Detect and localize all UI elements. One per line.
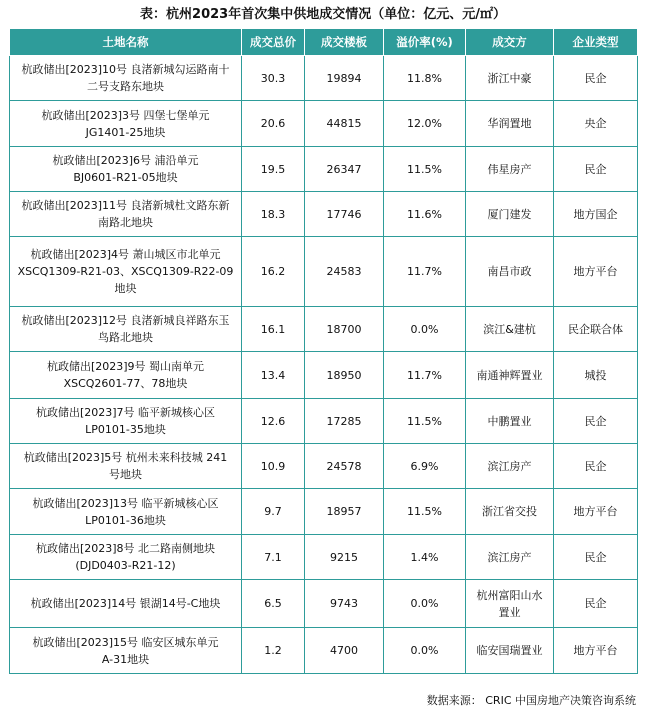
cell-land-name — [10, 628, 242, 674]
cell-floor-price: 4700 — [305, 628, 384, 674]
cell-land-name-line: 鸟路北地块 — [98, 331, 153, 344]
cell-premium-rate: 11.5% — [384, 399, 466, 444]
cell-total-price: 19.5 — [242, 147, 305, 192]
cell-buyer-line: 滨江房产 — [487, 459, 532, 473]
cell-company-type: 地方平台 — [554, 237, 638, 307]
cell-buyer — [466, 535, 554, 580]
table-header-row — [10, 29, 638, 56]
cell-company-type: 地方平台 — [554, 628, 638, 674]
cell-floor-price: 17285 — [305, 399, 384, 444]
table-row — [10, 192, 638, 237]
cell-buyer — [466, 352, 554, 399]
cell-total-price: 16.2 — [242, 237, 305, 307]
cell-land-name-line: 杭政储出[2023]14号 银湖14号-C地块 — [30, 597, 221, 610]
cell-total-price: 9.7 — [242, 489, 305, 535]
header-company-type: 企业类型 — [554, 29, 638, 56]
cell-premium-rate: 11.8% — [384, 56, 466, 101]
cell-buyer-line: 南通神辉置业 — [476, 368, 543, 382]
page-title: 表：杭州2023年首次集中供地成交情况（单位：亿元、元/㎡） — [140, 7, 506, 22]
cell-company-type: 民企 — [554, 580, 638, 628]
cell-land-name-line: 杭政储出[2023]9号 蜀山南单元 — [46, 360, 205, 373]
cell-total-price: 10.9 — [242, 444, 305, 489]
table-row — [10, 444, 638, 489]
cell-floor-price: 17746 — [305, 192, 384, 237]
cell-premium-rate: 0.0% — [384, 580, 466, 628]
cell-company-type: 民企 — [554, 535, 638, 580]
header-premium-rate: 溢价率(%) — [384, 29, 466, 56]
cell-buyer-line: 置业 — [498, 605, 521, 619]
cell-land-name — [10, 101, 242, 147]
cell-land-name — [10, 535, 242, 580]
cell-land-name-line: 杭政储出[2023]15号 临安区城东单元 — [32, 635, 219, 649]
cell-land-name — [10, 352, 242, 399]
cell-floor-price: 9743 — [305, 580, 384, 628]
data-source-note: 数据来源： CRIC 中国房地产决策咨询系统 — [426, 694, 636, 707]
cell-premium-rate: 6.9% — [384, 444, 466, 489]
table-row — [10, 352, 638, 399]
cell-land-name-line: BJ0601-R21-05地块 — [73, 171, 178, 184]
cell-floor-price: 18957 — [305, 489, 384, 535]
cell-floor-price: 18700 — [305, 307, 384, 352]
table-row — [10, 56, 638, 101]
table-row — [10, 147, 638, 192]
cell-company-type: 地方平台 — [554, 489, 638, 535]
cell-land-name — [10, 147, 242, 192]
cell-total-price: 12.6 — [242, 399, 305, 444]
table-row — [10, 535, 638, 580]
cell-land-name-line: 杭政储出[2023]11号 良渚新城杜文路东新 — [21, 199, 230, 212]
cell-floor-price: 9215 — [305, 535, 384, 580]
cell-land-name — [10, 192, 242, 237]
cell-land-name-line: 杭政储出[2023]4号 萧山城区市北单元 — [30, 248, 221, 261]
cell-total-price: 1.2 — [242, 628, 305, 674]
cell-land-name-line: 杭政储出[2023]12号 良渚新城良祥路东玉 — [21, 314, 230, 327]
cell-buyer-line: 厦门建发 — [487, 207, 532, 221]
header-floor-price: 成交楼板 — [305, 29, 384, 56]
cell-premium-rate: 0.0% — [384, 307, 466, 352]
cell-land-name-line: 二号支路东地块 — [87, 80, 164, 93]
cell-floor-price: 19894 — [305, 56, 384, 101]
table-body — [10, 56, 638, 674]
cell-total-price: 6.5 — [242, 580, 305, 628]
cell-company-type: 央企 — [554, 101, 638, 147]
cell-buyer-line: 浙江省交投 — [482, 505, 537, 518]
header-land-name: 土地名称 — [10, 29, 242, 56]
header-total-price: 成交总价 — [242, 29, 305, 56]
cell-buyer — [466, 237, 554, 307]
table-row — [10, 237, 638, 307]
cell-land-name-line: 杭政储出[2023]8号 北二路南侧地块 — [35, 542, 216, 555]
cell-buyer-line: 浙江中豪 — [487, 71, 532, 85]
cell-buyer — [466, 101, 554, 147]
cell-company-type: 城投 — [554, 352, 638, 399]
cell-premium-rate: 11.7% — [384, 352, 466, 399]
cell-land-name-line: 杭政储出[2023]6号 浦沿单元 — [52, 154, 199, 167]
cell-premium-rate: 12.0% — [384, 101, 466, 147]
table-row — [10, 489, 638, 535]
cell-buyer-line: 滨江房产 — [487, 550, 532, 564]
cell-buyer-line: 滨江&建杭 — [483, 322, 536, 336]
cell-buyer-line: 临安国瑞置业 — [476, 644, 543, 657]
cell-company-type: 民企 — [554, 56, 638, 101]
cell-land-name — [10, 399, 242, 444]
cell-land-name-line: 杭政储出[2023]7号 临平新城核心区 — [35, 406, 216, 419]
cell-buyer — [466, 147, 554, 192]
cell-land-name — [10, 307, 242, 352]
cell-land-name-line: LP0101-35地块 — [85, 423, 166, 436]
cell-buyer — [466, 399, 554, 444]
cell-total-price: 18.3 — [242, 192, 305, 237]
cell-land-name-line: 杭政储出[2023]5号 杭州未来科技城 241 — [23, 451, 228, 464]
cell-land-name-line: LP0101-36地块 — [85, 513, 166, 527]
cell-land-name — [10, 237, 242, 307]
table-row — [10, 307, 638, 352]
cell-company-type: 民企 — [554, 444, 638, 489]
cell-premium-rate: 1.4% — [384, 535, 466, 580]
cell-land-name-line: 杭政储出[2023]10号 良渚新城勾运路南十 — [21, 63, 230, 76]
cell-buyer-line: 南昌市政 — [487, 265, 532, 278]
cell-premium-rate: 11.7% — [384, 237, 466, 307]
cell-land-name — [10, 444, 242, 489]
cell-buyer — [466, 489, 554, 535]
cell-floor-price: 44815 — [305, 101, 384, 147]
table-row — [10, 580, 638, 628]
cell-premium-rate: 0.0% — [384, 628, 466, 674]
cell-company-type: 地方国企 — [554, 192, 638, 237]
cell-buyer — [466, 444, 554, 489]
cell-buyer — [466, 628, 554, 674]
cell-buyer-line: 伟星房产 — [487, 162, 532, 176]
land-transaction-table — [9, 28, 638, 674]
header-buyer: 成交方 — [466, 29, 554, 56]
cell-premium-rate: 11.5% — [384, 489, 466, 535]
cell-total-price: 16.1 — [242, 307, 305, 352]
table-row — [10, 399, 638, 444]
cell-land-name-line: 杭政储出[2023]13号 临平新城核心区 — [32, 496, 219, 510]
cell-land-name-line: XSCQ2601-77、78地块 — [63, 377, 188, 390]
cell-land-name — [10, 580, 242, 628]
cell-total-price: 30.3 — [242, 56, 305, 101]
cell-land-name — [10, 489, 242, 535]
cell-premium-rate: 11.5% — [384, 147, 466, 192]
cell-floor-price: 24583 — [305, 237, 384, 307]
cell-land-name-line: JG1401-25地块 — [85, 125, 166, 139]
cell-buyer — [466, 307, 554, 352]
cell-company-type: 民企联合体 — [554, 307, 638, 352]
cell-buyer — [466, 580, 554, 628]
cell-total-price: 20.6 — [242, 101, 305, 147]
cell-floor-price: 24578 — [305, 444, 384, 489]
cell-premium-rate: 11.6% — [384, 192, 466, 237]
cell-buyer — [466, 192, 554, 237]
cell-buyer-line: 中鹏置业 — [487, 414, 532, 428]
cell-company-type: 民企 — [554, 147, 638, 192]
cell-land-name-line: 杭政储出[2023]3号 四堡七堡单元 — [41, 108, 210, 122]
cell-land-name-line: A-31地块 — [101, 652, 150, 666]
cell-land-name-line: 南路北地块 — [98, 216, 153, 229]
cell-land-name-line: 地块 — [114, 282, 137, 295]
cell-land-name-line: XSCQ1309-R21-03、XSCQ1309-R22-09 — [17, 265, 234, 278]
table-row — [10, 628, 638, 674]
cell-land-name — [10, 56, 242, 101]
cell-buyer — [466, 56, 554, 101]
cell-land-name-line: 号地块 — [109, 468, 142, 481]
cell-land-name-line: (DJD0403-R21-12) — [75, 559, 176, 572]
cell-buyer-line: 华润置地 — [487, 117, 532, 130]
cell-company-type: 民企 — [554, 399, 638, 444]
cell-floor-price: 18950 — [305, 352, 384, 399]
cell-total-price: 7.1 — [242, 535, 305, 580]
cell-buyer-line: 杭州富阳山水 — [476, 588, 543, 602]
cell-floor-price: 26347 — [305, 147, 384, 192]
cell-total-price: 13.4 — [242, 352, 305, 399]
table-row — [10, 101, 638, 147]
